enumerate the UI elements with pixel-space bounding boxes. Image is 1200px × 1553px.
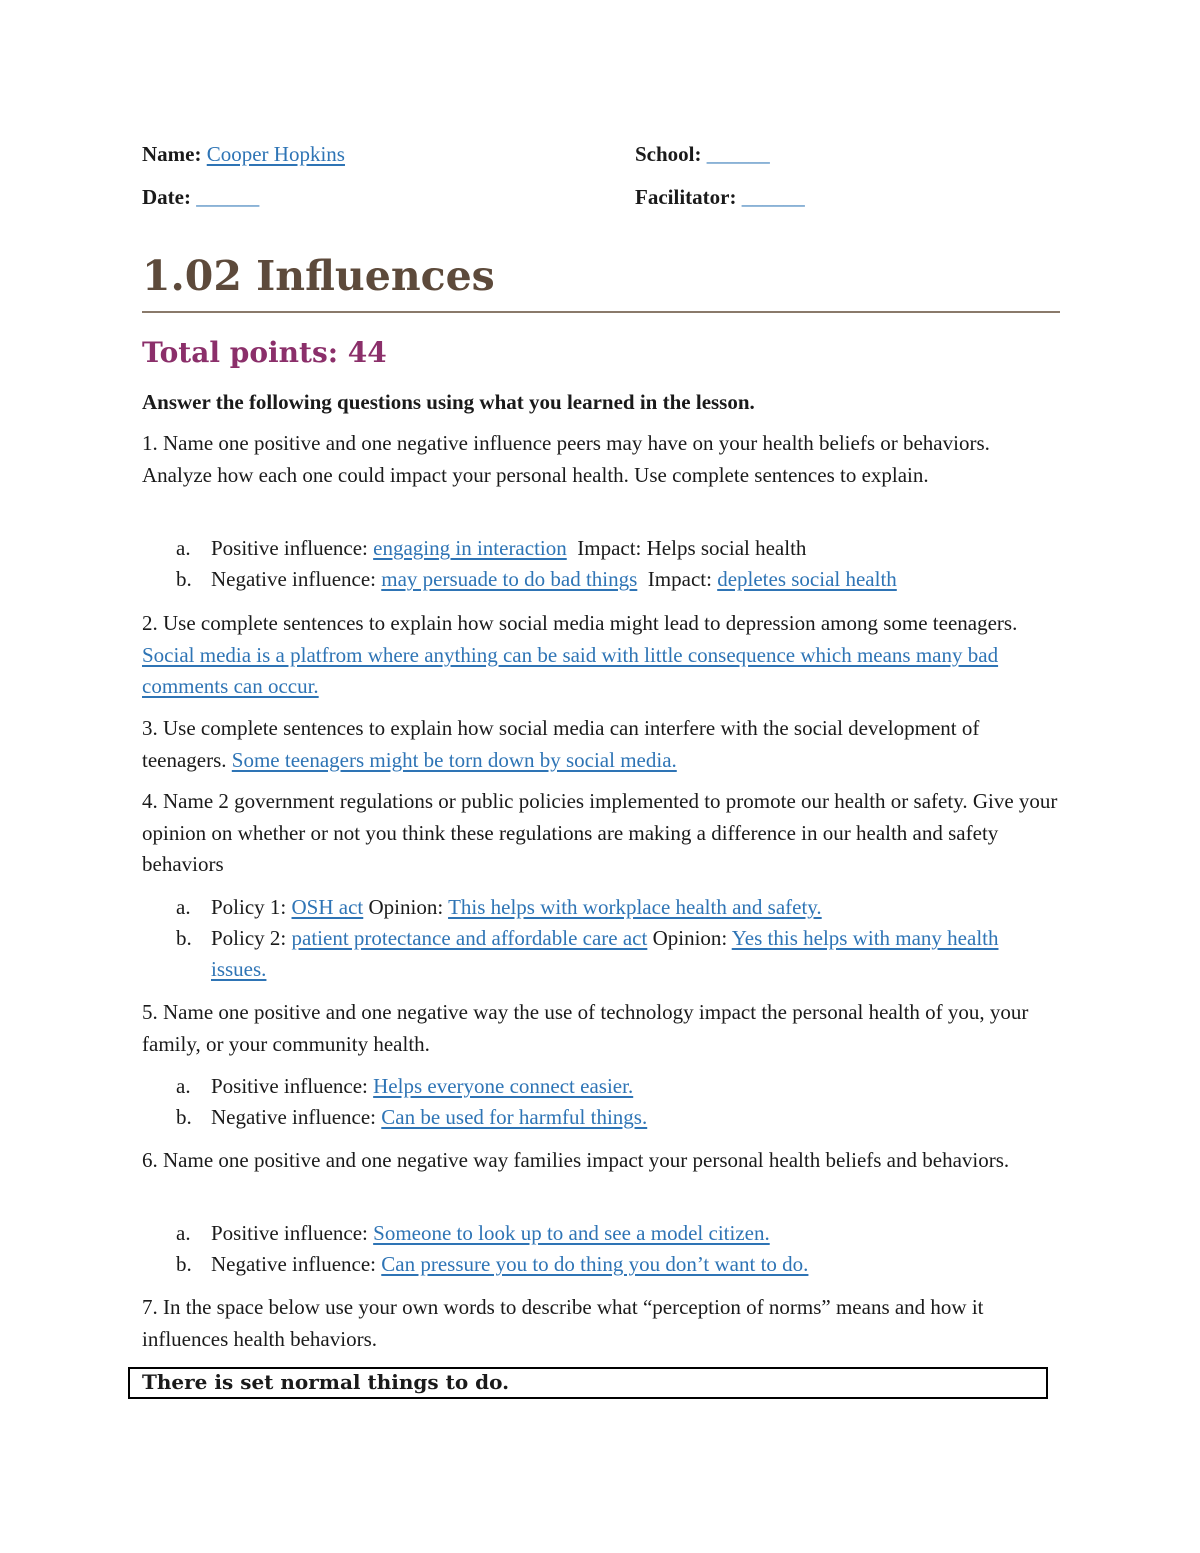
item-marker: b. [176,1105,192,1129]
impact-label: Impact: [637,567,718,591]
item-label: Negative influence: [211,1105,382,1129]
question-4-prompt: 4. Name 2 government regulations or public policies implemented to promote our health or safety. Give your opinion on whether or not you think these regulations are making a difference in our health and safety behaviors [142,789,1058,876]
question-5-negative-answer[interactable]: Can be used for harmful things. [381,1105,648,1129]
facilitator-label: Facilitator: [635,185,737,209]
policy-1-opinion-answer[interactable]: This helps with workplace health and safety. [448,895,822,919]
question-5-prompt: 5. Name one positive and one negative way the use of technology impact the personal health of you, your family, or your community health. [142,1000,1029,1056]
policy-2-opinion-answer[interactable]: Yes this helps with many health issues. [211,926,999,981]
question-2-prompt: 2. Use complete sentences to explain how social media might lead to depression among some teenagers. [142,611,1018,635]
item-marker: b. [176,567,192,591]
question-6-positive-answer[interactable]: Someone to look up to and see a model citizen. [373,1221,770,1245]
item-label: Negative influence: [211,567,382,591]
name-value[interactable]: Cooper Hopkins [206,142,345,166]
school-label: School: [635,142,702,166]
page-title: 1.02 Influences [142,252,495,300]
date-label: Date: [142,185,191,209]
item-marker: a. [176,536,191,560]
impact-text: Impact: Helps social health [566,536,807,560]
item-marker: a. [176,895,191,919]
item-marker: b. [176,926,192,950]
item-marker: a. [176,1221,191,1245]
item-label: Positive influence: [211,1221,374,1245]
opinion-label: Opinion: [647,926,732,950]
facilitator-value[interactable]: ______ [741,185,805,209]
question-5-positive-answer[interactable]: Helps everyone connect easier. [373,1074,634,1098]
item-label: Policy 2: [211,926,292,950]
question-1-positive-answer[interactable]: engaging in interaction [373,536,567,560]
question-7-answer[interactable]: There is set normal things to do. [142,1370,510,1394]
item-label: Positive influence: [211,1074,374,1098]
date-value[interactable]: ______ [196,185,260,209]
item-label: Positive influence: [211,536,374,560]
policy-2-answer[interactable]: patient protectance and affordable care act [291,926,648,950]
name-field [142,142,345,167]
item-marker: a. [176,1074,191,1098]
question-2-answer[interactable]: Social media is a platfrom where anything can be said with little consequence which means many bad comments can occur. [142,642,999,698]
item-marker: b. [176,1252,192,1276]
question-6-prompt: 6. Name one positive and one negative way families impact your personal health beliefs and behaviors. [142,1148,1010,1172]
question-1-prompt: 1. Name one positive and one negative influence peers may have on your health beliefs or behaviors. Analyze how each one could impact your personal health. Use complete sentences to explain. [142,431,990,487]
policy-1-answer[interactable]: OSH act [291,895,364,919]
question-2 [142,608,1060,703]
question-3 [142,713,1060,776]
item-label: Policy 1: [211,895,292,919]
total-points: Total points: 44 [142,336,387,369]
school-field [635,142,770,167]
name-label: Name: [142,142,202,166]
question-7-prompt: 7. In the space below use your own words to describe what “perception of norms” means and how it influences health behaviors. [142,1295,984,1351]
question-1-negative-answer[interactable]: may persuade to do bad things [381,567,638,591]
question-6-negative-answer[interactable]: Can pressure you to do thing you don’t want to do. [381,1252,809,1276]
facilitator-field [635,185,805,210]
title-divider [142,311,1060,313]
date-field [142,185,259,210]
school-value[interactable]: ______ [706,142,770,166]
question-3-prompt: 3. Use complete sentences to explain how social media can interfere with the social development of teenagers. [142,716,980,772]
question-7-answer-box[interactable] [128,1367,1048,1399]
item-label: Negative influence: [211,1252,382,1276]
question-3-answer[interactable]: Some teenagers might be torn down by social media. [231,747,677,772]
instructions: Answer the following questions using what you learned in the lesson. [142,390,755,414]
question-1-impact-answer[interactable]: depletes social health [717,567,897,591]
opinion-label: Opinion: [363,895,449,919]
